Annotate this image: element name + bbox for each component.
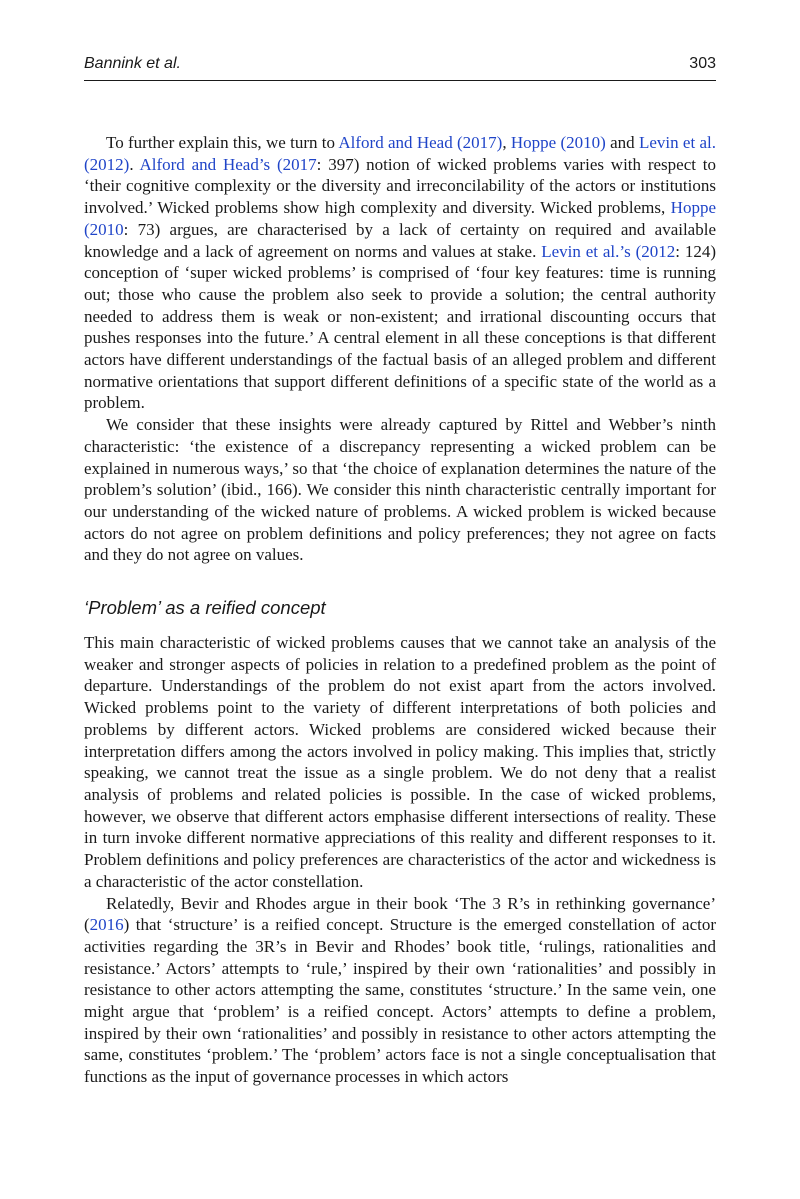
citation-alford-head-2017-b[interactable]: Alford and Head’s (2017 [139, 154, 317, 174]
text-span: : 124) conception of ‘super wicked problems’ is comprised of ‘four key features: time is running out; those who cause the problem also seek to provide a solution; the central authority needed to address them is weak or non-existent; and irrational discounting occurs that pushes responses into the future.’ A central element in all these conceptions is that different actors have different understandings of the factual basis of an alleged problem and different normative orientations that support different definitions of a specific state of the world as a problem. [84, 241, 716, 413]
citation-levin-2012-b[interactable]: Levin et al.’s (2012 [541, 241, 676, 261]
section-heading: ‘Problem’ as a reified concept [84, 597, 326, 619]
text-span: Relatedly, Bevir and Rhodes argue in their book ‘The 3 R’s in rethinking governance’ ( [84, 893, 716, 935]
text-span: ) that ‘structure’ is a reified concept. Structure is the emerged constellation of actor activities regarding the 3R’s in Bevir and Rhodes’ book title, ‘rulings, rationalities and resistance.’ Actors’ attempts to ‘rule,’ inspired by their own ‘rationalities’ and possibly in resistance to other actors attempting the same, constitutes ‘structure.’ In the same vein, one might argue that ‘problem’ is a reified concept. Actors’ attempts to define a problem, inspired by their own ‘rationalities’ and possibly in resistance to other actors attempting the same, constitutes ‘problem.’ The ‘problem’ actors face is not a single conceptualisation that functions as the input of governance processes in which actors [84, 915, 716, 1087]
running-head-authors: Bannink et al. [84, 55, 181, 72]
text-span: , [502, 133, 511, 152]
citation-hoppe-2010-b[interactable]: Hoppe (2010 [84, 198, 716, 239]
running-header [84, 55, 716, 73]
citation-levin-2012[interactable]: Levin et al. (2012) [84, 133, 717, 174]
text-span: and [605, 133, 639, 152]
paragraph-3: This main characteristic of wicked problems causes that we cannot take an analysis of the weaker and stronger aspects of policies in relation to a predefined problem as the point of departure. Understandings of the problem do not exist apart from the actors involved. Wicked problems point to the variety of different interpretations of both policies and problems by different actors. Wicked problems are considered wicked because their interpretation differs among the actors involved in policy making. This implies that, strictly speaking, we cannot treat the issue as a single problem. We do not deny that a realist analysis of problems and related policies is possible. In the case of wicked problems, however, we observe that different actors emphasise different intersections of reality. These in turn invoke different normative appreciations of this reality and different responses to it. Problem definitions and policy preferences are characteristics of the actor and wickedness is a characteristic of the actor constellation. [84, 633, 716, 891]
text-span: . [129, 154, 140, 174]
paragraph-2: We consider that these insights were already captured by Rittel and Webber’s ninth characteristic: ‘the existence of a discrepancy representing a wicked problem can be explained in numerous ways,’ so that ‘the choice of explanation determines the nature of the problem’s solution’ (ibid., 166). We consider this ninth characteristic centrally important for our understanding of the wicked nature of problems. A wicked problem is wicked because actors do not agree on problem definitions and policy preferences; they not agree on facts and they do not agree on values. [84, 415, 716, 565]
article-body [84, 132, 716, 1088]
citation-hoppe-2010[interactable]: Hoppe (2010) [510, 133, 606, 152]
text-span: : 397) notion of wicked problems varies with respect to ‘their cognitive complexity or the diversity and irreconcilability of the actors or institutions involved.’ Wicked problems show high complexity and diversity. Wicked problems, [84, 154, 717, 218]
text-span: To further explain this, we turn to [106, 133, 339, 152]
header-rule [84, 80, 716, 81]
paragraph-1 [84, 132, 716, 414]
page-number: 303 [689, 55, 716, 72]
citation-alford-head-2017[interactable]: Alford and Head (2017) [338, 133, 503, 152]
paragraph-4 [84, 893, 716, 1088]
citation-bevir-rhodes-2016[interactable]: 2016 [89, 915, 124, 935]
text-span: : 73) argues, are characterised by a lack of certainty on required and available knowledge and a lack of agreement on norms and values at stake. [84, 219, 716, 261]
